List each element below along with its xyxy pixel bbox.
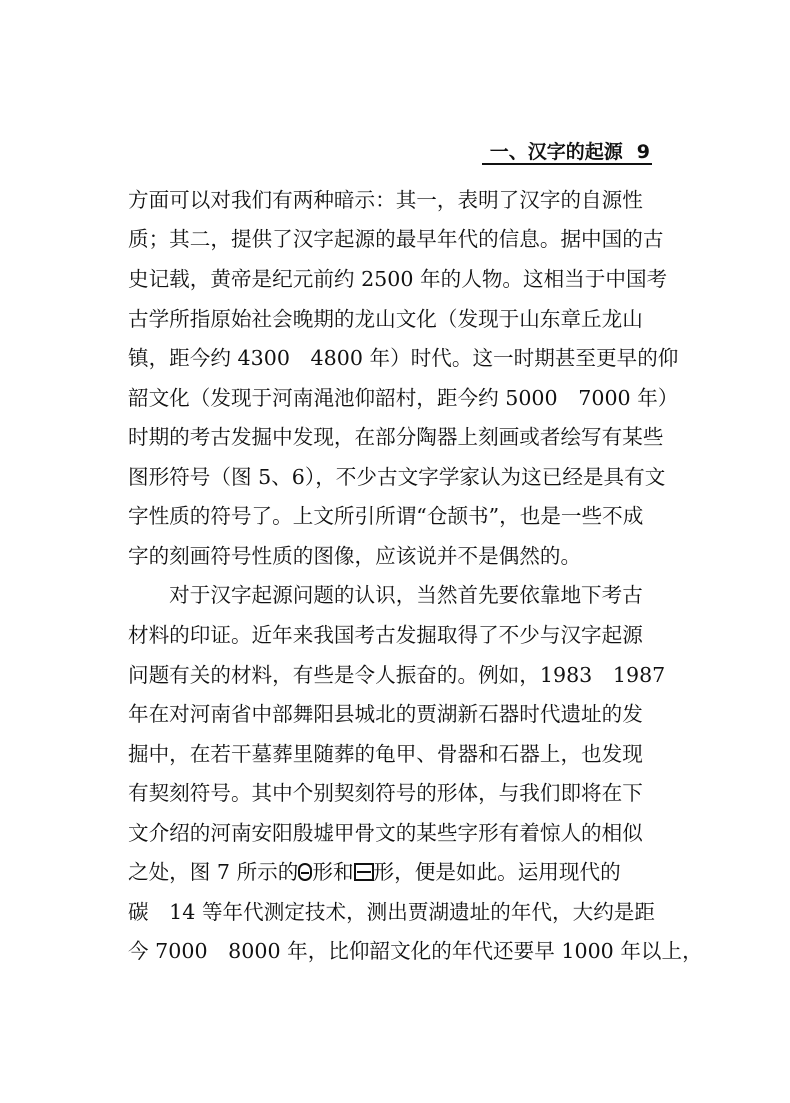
ancient-glyph-rect-icon	[354, 863, 374, 881]
text-line: 材料的印证。近年来我国考古发掘取得了不少与汉字起源	[128, 623, 643, 647]
text-line: 问题有关的材料，有些是令人振奋的。例如，1983 1987	[128, 663, 666, 687]
text-line: 史记载，黄帝是纪元前约 2500 年的人物。这相当于中国考	[128, 267, 668, 291]
text-line: 镇，距今约 4300 4800 年）时代。这一时期甚至更早的仰	[128, 346, 679, 370]
text-line: 碳 14 等年代测定技术，测出贾湖遗址的年代，大约是距	[128, 900, 655, 924]
text-fragment: 形和	[312, 860, 354, 884]
text-line: 方面可以对我们有两种暗示：其一，表明了汉字的自源性	[128, 188, 643, 212]
text-fragment: 之处，图 7 所示的	[128, 860, 299, 884]
page-number: 9	[636, 141, 650, 163]
text-line: 今 7000 8000 年，比仰韶文化的年代还要早 1000 年以上，	[128, 939, 703, 963]
running-header	[440, 137, 650, 163]
text-line: 古学所指原始社会晚期的龙山文化（发现于山东章丘龙山	[128, 307, 643, 331]
text-line: 质；其二，提供了汉字起源的最早年代的信息。据中国的古	[128, 227, 664, 251]
chapter-title: 一、汉字的起源	[489, 141, 623, 163]
ancient-glyph-oval-icon	[298, 863, 312, 881]
text-line	[128, 855, 658, 889]
text-line: 韶文化（发现于河南渑池仰韶村，距今约 5000 7000 年）	[128, 386, 679, 410]
text-line: 文介绍的河南安阳殷墟甲骨文的某些字形有着惊人的相似	[128, 821, 643, 845]
text-line: 年在对河南省中部舞阳县城北的贾湖新石器时代遗址的发	[128, 702, 643, 726]
text-line: 对于汉字起源问题的认识，当然首先要依靠地下考古	[128, 583, 643, 607]
text-fragment: 形，便是如此。运用现代的	[373, 860, 621, 884]
text-line: 图形符号（图 5、6），不少古文字学家认为这已经是具有文	[128, 465, 666, 489]
text-line: 掘中，在若干墓葬里随葬的龟甲、骨器和石器上，也发现	[128, 742, 643, 766]
text-line: 时期的考古发掘中发现，在部分陶器上刻画或者绘写有某些	[128, 425, 664, 449]
header-rule	[482, 163, 652, 165]
text-line: 字性质的符号了。上文所引所谓“仓颉书”，也是一些不成	[128, 504, 644, 528]
text-line: 有契刻符号。其中个别契刻符号的形体，与我们即将在下	[128, 781, 643, 805]
text-line: 字的刻画符号性质的图像，应该说并不是偶然的。	[128, 544, 582, 568]
